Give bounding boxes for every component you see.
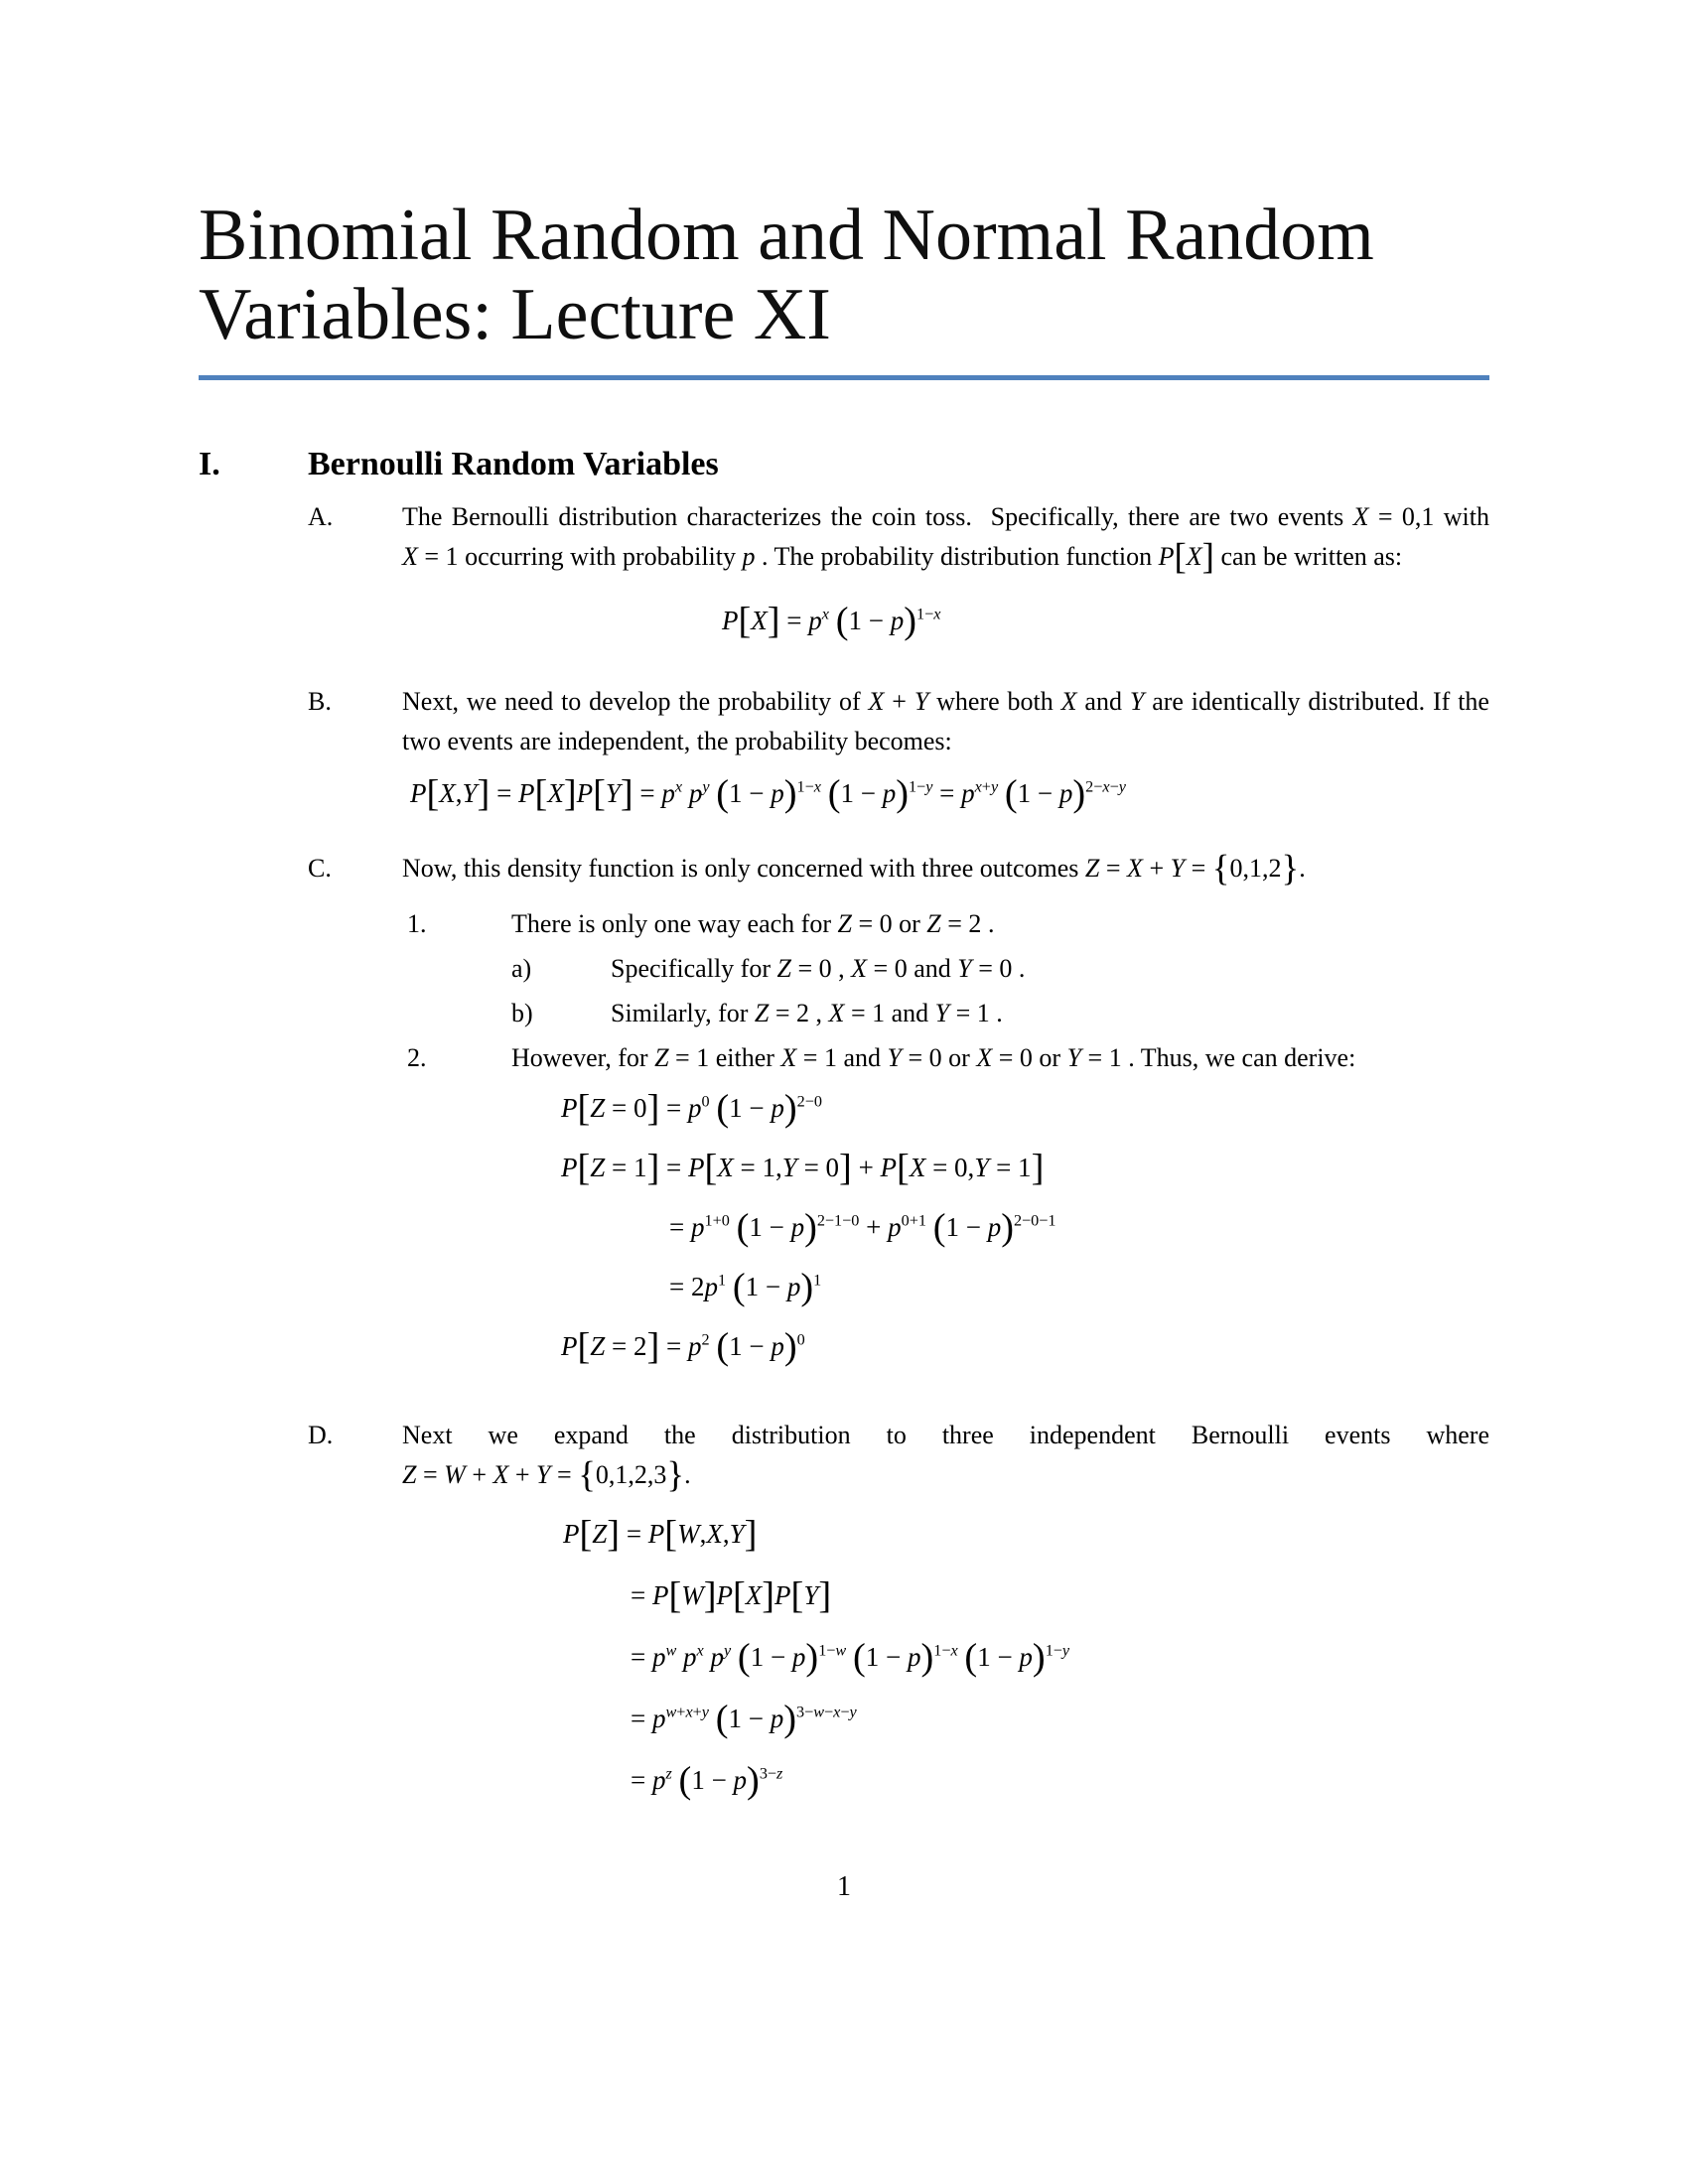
- title-rule: [199, 375, 1489, 380]
- formula-pz1: P[Z = 1] = P[X = 1,Y = 0] + P[X = 0,Y = 1]: [561, 1147, 1045, 1189]
- item-a-text: The Bernoulli distribution characterizes the coin toss. Specifically, there are two events X = 0,1 with X = 1 occurring with probability p . The probability distribution function P[X] can be written as:: [402, 502, 1489, 577]
- item-c1a: [199, 949, 1489, 989]
- section-heading-row: [199, 442, 1489, 487]
- item-a: [199, 497, 1489, 577]
- item-c1-text: There is only one way each for Z = 0 or Z = 2 .: [511, 909, 995, 938]
- formula-combined-exponents: = $p^{w+x+y}$ $(1 - p)^{3-w-x-y}$: [631, 1698, 857, 1740]
- item-b-label: B.: [308, 687, 332, 716]
- formula-expanded-three: = $p^w$ $p^x$ $p^y$ $(1 - p)^{1-w}$ $(1 - p)^{1-x}$ $(1 - p)^{1-y}$: [631, 1636, 1070, 1679]
- formula-bernoulli-pdf: $P[X] = p^x$ $(1 - p)^{1-x}$: [722, 600, 941, 642]
- page-number: 1: [837, 1871, 851, 1902]
- item-c-label: C.: [308, 854, 332, 883]
- item-c1-label: 1.: [407, 909, 427, 938]
- item-c1: [199, 904, 1489, 944]
- item-c2: [199, 1038, 1489, 1078]
- formula-pz0: $P[Z = 0] = p^0$ $(1 - p)^{2-0}$: [561, 1087, 822, 1130]
- document-title: Binomial Random and Normal Random Variables: Lecture XI: [199, 195, 1374, 355]
- item-c1b-text: Similarly, for Z = 2 , X = 1 and Y = 1 .: [611, 999, 1003, 1027]
- item-b-text: Next, we need to develop the probability of X + Y where both X and Y are identically distributed. If the two events are independent, the probability becomes:: [402, 687, 1489, 755]
- item-d-label: D.: [308, 1421, 334, 1449]
- formula-joint-probability: $P[X,Y] = P[X]P[Y] = p^x$ $p^y$ $(1 - p)^{1-x}$ $(1 - p)^{1-y} = p^{x+y}$ $(1 - p)^{2-x-y}$: [410, 772, 1126, 815]
- item-c2-label: 2.: [407, 1043, 427, 1072]
- formula-final-z: = $p^z$ $(1 - p)^{3-z}$: [631, 1759, 783, 1802]
- item-c1b-label: b): [511, 999, 533, 1027]
- formula-product-three: = P[W]P[X]P[Y]: [631, 1574, 832, 1617]
- section-number: I.: [199, 446, 220, 482]
- item-c2-text: However, for Z = 1 either X = 1 and Y = 0 or X = 0 or Y = 1 . Thus, we can derive:: [511, 1043, 1356, 1072]
- section-heading: Bernoulli Random Variables: [308, 446, 719, 482]
- item-a-label: A.: [308, 502, 334, 531]
- formula-pz1-expanded: = $p^{1+0}$ $(1 - p)^{2-1-0} + p^{0+1}$ $(1 - p)^{2-0-1}$: [669, 1206, 1056, 1249]
- formula-pz2: $P[Z = 2] = p^2$ $(1 - p)^0$: [561, 1325, 805, 1368]
- item-c1a-text: Specifically for Z = 0 , X = 0 and Y = 0 .: [611, 954, 1026, 983]
- item-b: [199, 682, 1489, 761]
- formula-pz-three-events: P[Z] = P[W,X,Y]: [563, 1513, 758, 1556]
- item-d-text: Next we expand the distribution to three independent Bernoulli events where Z = W + X + Y = {0,1,2,3}.: [402, 1421, 1489, 1495]
- item-c: [199, 849, 1489, 888]
- formula-pz1-simplified: = $2p^1$ $(1 - p)^1$: [669, 1266, 822, 1308]
- item-d: [199, 1416, 1489, 1495]
- item-c1b: [199, 994, 1489, 1033]
- item-c-text: Now, this density function is only concerned with three outcomes Z = X + Y = {0,1,2}.: [402, 847, 1306, 888]
- item-c1a-label: a): [511, 954, 532, 983]
